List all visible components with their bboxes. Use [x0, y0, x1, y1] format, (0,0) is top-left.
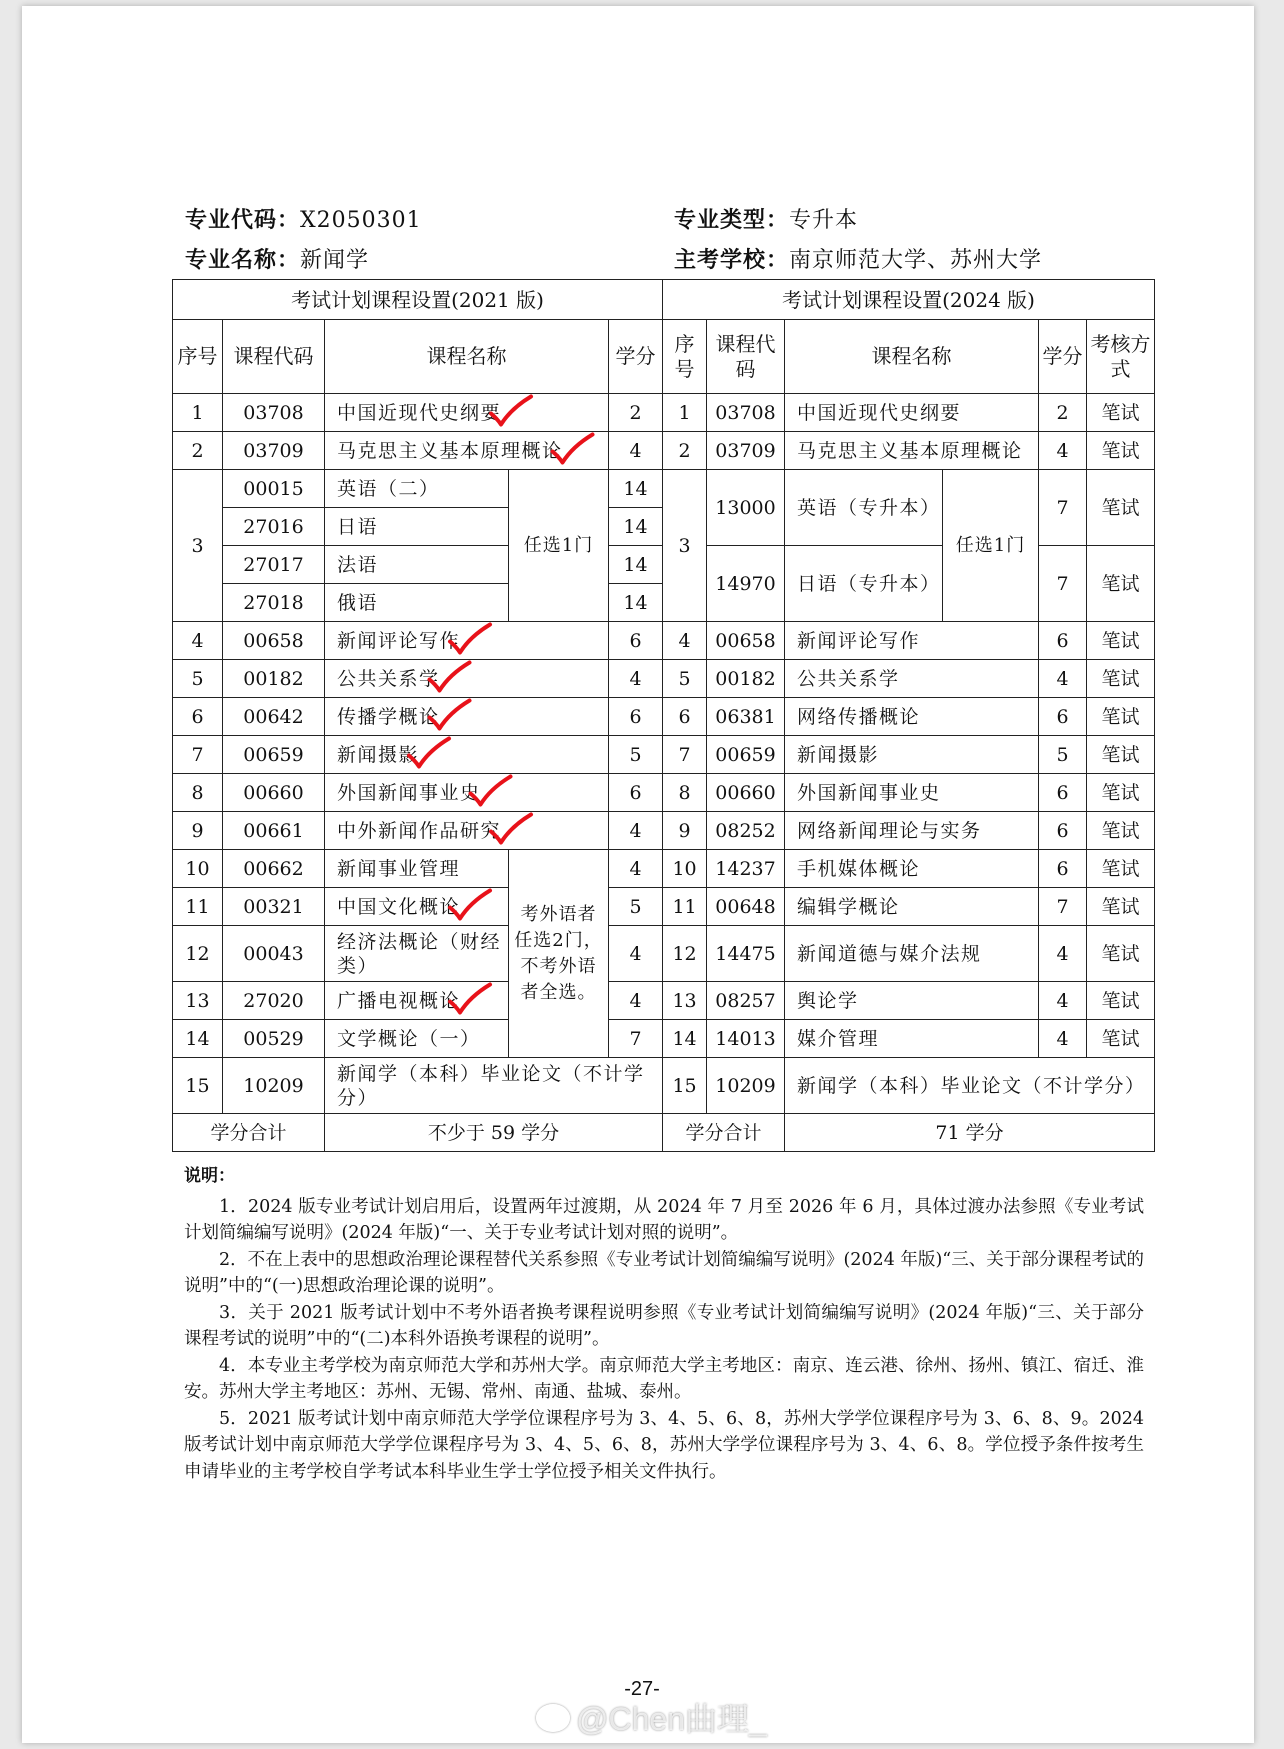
- right-course-name: 英语（专升本）: [785, 470, 943, 546]
- note-item: 4．本专业主考学校为南京师范大学和苏州大学。南京师范大学主考地区：南京、连云港、徐州、扬州、镇江、宿迁、淮安。苏州大学主考地区：苏州、无锡、常州、南通、盐城、泰州。: [184, 1355, 1144, 1402]
- left-course-name: 法语: [325, 546, 509, 584]
- right-code: 00660: [707, 774, 785, 812]
- table-row: [173, 622, 1155, 660]
- major-code: 专业代码：X2050301: [185, 208, 422, 233]
- left-code: 27016: [223, 508, 325, 546]
- right-course-name: 媒介管理: [785, 1020, 1039, 1058]
- right-code: 00659: [707, 736, 785, 774]
- left-credit: 6: [609, 774, 663, 812]
- right-elective-note: 任选1门: [943, 470, 1039, 622]
- right-credit: 4: [1039, 660, 1087, 698]
- left-course-name: 传播学概论: [325, 698, 609, 736]
- left-seq: 12: [173, 926, 223, 982]
- right-credit: 6: [1039, 850, 1087, 888]
- right-credit: 5: [1039, 736, 1087, 774]
- left-seq: 6: [173, 698, 223, 736]
- right-total-value: 71 学分: [785, 1114, 1155, 1152]
- left-code: 10209: [223, 1058, 325, 1114]
- left-seq: 11: [173, 888, 223, 926]
- right-code: 06381: [707, 698, 785, 736]
- right-code: 03709: [707, 432, 785, 470]
- left-seq: 9: [173, 812, 223, 850]
- left-course-name: 新闻摄影: [325, 736, 609, 774]
- right-course-name: 网络新闻理论与实务: [785, 812, 1039, 850]
- left-credit: 4: [609, 660, 663, 698]
- left-course-name: 俄语: [325, 584, 509, 622]
- left-course-name: 新闻评论写作: [325, 622, 609, 660]
- right-code: 14013: [707, 1020, 785, 1058]
- right-credit: 4: [1039, 982, 1087, 1020]
- left-course-name: 新闻学（本科）毕业论文（不计学分）: [325, 1058, 663, 1114]
- note-item: 2．不在上表中的思想政治理论课程替代关系参照《专业考试计划简编编写说明》(2024 年版)“三、关于部分课程考试的说明”中的“(一)思想政治理论课的说明”。: [184, 1249, 1144, 1296]
- right-credit: 6: [1039, 622, 1087, 660]
- right-code: 08252: [707, 812, 785, 850]
- right-course-name: 新闻道德与媒介法规: [785, 926, 1039, 982]
- left-course-name: 文学概论（一）: [325, 1020, 509, 1058]
- left-col-name: 课程名称: [325, 320, 609, 394]
- left-elective-note: 任选1门: [509, 470, 609, 622]
- left-course-name: 日语: [325, 508, 509, 546]
- right-method: 笔试: [1087, 812, 1155, 850]
- right-method: 笔试: [1087, 1020, 1155, 1058]
- table-row: [173, 698, 1155, 736]
- right-col-method: 考核方式: [1087, 320, 1155, 394]
- table-row: [173, 432, 1155, 470]
- left-course-name: 中外新闻作品研究: [325, 812, 609, 850]
- left-credit: 7: [609, 1020, 663, 1058]
- left-code: 00321: [223, 888, 325, 926]
- left-credit: 14: [609, 470, 663, 508]
- right-code: 08257: [707, 982, 785, 1020]
- table-row: [173, 394, 1155, 432]
- right-code: 00182: [707, 660, 785, 698]
- foreign-language-note: 考外语者任选2门，不考外语者全选。: [509, 850, 609, 1058]
- table-row: [173, 470, 1155, 508]
- right-seq: 10: [663, 850, 707, 888]
- right-code: 03708: [707, 394, 785, 432]
- right-seq: 7: [663, 736, 707, 774]
- left-course-name: 广播电视概论: [325, 982, 509, 1020]
- course-plan-table: [172, 279, 1155, 1152]
- right-credit: 7: [1039, 546, 1087, 622]
- left-seq: 7: [173, 736, 223, 774]
- right-course-name: 公共关系学: [785, 660, 1039, 698]
- right-seq: 4: [663, 622, 707, 660]
- right-total-label: 学分合计: [663, 1114, 785, 1152]
- right-code: 00658: [707, 622, 785, 660]
- total-row: [173, 1114, 1155, 1152]
- left-credit: 5: [609, 736, 663, 774]
- left-code: 00659: [223, 736, 325, 774]
- left-code: 03708: [223, 394, 325, 432]
- right-method: 笔试: [1087, 622, 1155, 660]
- left-credit: 4: [609, 432, 663, 470]
- page-number: -27-: [624, 1678, 660, 1700]
- right-credit: 4: [1039, 432, 1087, 470]
- left-code: 27018: [223, 584, 325, 622]
- left-col-code: 课程代码: [223, 320, 325, 394]
- left-seq: 5: [173, 660, 223, 698]
- right-seq: 9: [663, 812, 707, 850]
- right-col-code: 课程代码: [707, 320, 785, 394]
- left-section-title: 考试计划课程设置(2021 版): [173, 280, 663, 320]
- left-seq: 1: [173, 394, 223, 432]
- right-col-name: 课程名称: [785, 320, 1039, 394]
- left-seq: 3: [173, 470, 223, 622]
- notes-section: [184, 1163, 1144, 1485]
- left-code: 00662: [223, 850, 325, 888]
- watermark: [536, 1694, 767, 1740]
- right-code: 13000: [707, 470, 785, 546]
- right-course-name: 外国新闻事业史: [785, 774, 1039, 812]
- right-credit: 6: [1039, 774, 1087, 812]
- left-course-name: 外国新闻事业史: [325, 774, 609, 812]
- right-course-name: 舆论学: [785, 982, 1039, 1020]
- right-seq: 14: [663, 1020, 707, 1058]
- left-credit: 6: [609, 622, 663, 660]
- left-code: 27017: [223, 546, 325, 584]
- table-row: [173, 926, 1155, 982]
- right-method: 笔试: [1087, 850, 1155, 888]
- right-course-name: 中国近现代史纲要: [785, 394, 1039, 432]
- right-method: 笔试: [1087, 926, 1155, 982]
- right-col-seq: 序号: [663, 320, 707, 394]
- left-seq: 14: [173, 1020, 223, 1058]
- left-total-value: 不少于 59 学分: [325, 1114, 663, 1152]
- left-credit: 14: [609, 584, 663, 622]
- right-code: 14970: [707, 546, 785, 622]
- right-method: 笔试: [1087, 660, 1155, 698]
- right-code: 10209: [707, 1058, 785, 1114]
- left-credit: 6: [609, 698, 663, 736]
- table-row: [173, 982, 1155, 1020]
- table-row: [173, 850, 1155, 888]
- right-seq: 15: [663, 1058, 707, 1114]
- table-row: [173, 660, 1155, 698]
- table-row: [173, 1058, 1155, 1114]
- right-course-name: 日语（专升本）: [785, 546, 943, 622]
- right-seq: 12: [663, 926, 707, 982]
- table-row: [173, 736, 1155, 774]
- weibo-icon: [536, 1704, 570, 1732]
- right-seq: 11: [663, 888, 707, 926]
- right-course-name: 新闻摄影: [785, 736, 1039, 774]
- right-course-name: 网络传播概论: [785, 698, 1039, 736]
- left-seq: 15: [173, 1058, 223, 1114]
- left-code: 00182: [223, 660, 325, 698]
- left-course-name: 英语（二）: [325, 470, 509, 508]
- table-row: [173, 888, 1155, 926]
- left-credit: 4: [609, 982, 663, 1020]
- right-method: 笔试: [1087, 982, 1155, 1020]
- right-code: 14237: [707, 850, 785, 888]
- right-credit: 6: [1039, 698, 1087, 736]
- right-seq: 5: [663, 660, 707, 698]
- left-code: 03709: [223, 432, 325, 470]
- right-credit: 6: [1039, 812, 1087, 850]
- table-row: [173, 812, 1155, 850]
- left-credit: 14: [609, 546, 663, 584]
- left-seq: 13: [173, 982, 223, 1020]
- right-seq: 6: [663, 698, 707, 736]
- watermark-text: @Chen曲理_: [576, 1701, 767, 1737]
- left-credit: 4: [609, 926, 663, 982]
- left-course-name: 经济法概论（财经类）: [325, 926, 509, 982]
- left-credit: 4: [609, 812, 663, 850]
- right-method: 笔试: [1087, 546, 1155, 622]
- left-total-label: 学分合计: [173, 1114, 325, 1152]
- right-seq: 8: [663, 774, 707, 812]
- left-credit: 2: [609, 394, 663, 432]
- right-seq: 13: [663, 982, 707, 1020]
- right-credit: 7: [1039, 470, 1087, 546]
- right-seq: 3: [663, 470, 707, 622]
- right-section-title: 考试计划课程设置(2024 版): [663, 280, 1155, 320]
- left-code: 00642: [223, 698, 325, 736]
- right-method: 笔试: [1087, 394, 1155, 432]
- right-course-name: 新闻评论写作: [785, 622, 1039, 660]
- right-method: 笔试: [1087, 470, 1155, 546]
- left-code: 00043: [223, 926, 325, 982]
- left-course-name: 中国文化概论: [325, 888, 509, 926]
- right-code: 00648: [707, 888, 785, 926]
- left-code: 00658: [223, 622, 325, 660]
- main-school: 主考学校：南京师范大学、苏州大学: [674, 248, 1043, 273]
- major-type: 专业类型：专升本: [674, 208, 859, 233]
- left-course-name: 公共关系学: [325, 660, 609, 698]
- left-code: 00015: [223, 470, 325, 508]
- left-col-credit: 学分: [609, 320, 663, 394]
- right-course-name: 马克思主义基本原理概论: [785, 432, 1039, 470]
- note-item: 1．2024 版专业考试计划启用后，设置两年过渡期，从 2024 年 7 月至 2026 年 6 月，具体过渡办法参照《专业考试计划简编编写说明》(2024 年版)“一、关于专业考试计划对照的说明”。: [184, 1196, 1144, 1243]
- left-credit: 4: [609, 850, 663, 888]
- right-credit: 4: [1039, 926, 1087, 982]
- right-course-name: 编辑学概论: [785, 888, 1039, 926]
- left-col-seq: 序号: [173, 320, 223, 394]
- major-name: 专业名称：新闻学: [185, 248, 370, 273]
- right-method: 笔试: [1087, 698, 1155, 736]
- left-course-name: 中国近现代史纲要: [325, 394, 609, 432]
- note-item: 3．关于 2021 版考试计划中不考外语者换考课程说明参照《专业考试计划简编编写说明》(2024 年版)“三、关于部分课程考试的说明”中的“(二)本科外语换考课程的说明”。: [184, 1302, 1144, 1349]
- notes-title: 说明：: [184, 1166, 235, 1186]
- left-code: 00660: [223, 774, 325, 812]
- right-course-name: 手机媒体概论: [785, 850, 1039, 888]
- left-seq: 4: [173, 622, 223, 660]
- left-seq: 2: [173, 432, 223, 470]
- right-method: 笔试: [1087, 888, 1155, 926]
- right-credit: 7: [1039, 888, 1087, 926]
- left-code: 27020: [223, 982, 325, 1020]
- table-row: [173, 774, 1155, 812]
- table-row: [173, 1020, 1155, 1058]
- right-col-credit: 学分: [1039, 320, 1087, 394]
- right-method: 笔试: [1087, 432, 1155, 470]
- left-seq: 8: [173, 774, 223, 812]
- right-seq: 2: [663, 432, 707, 470]
- right-method: 笔试: [1087, 774, 1155, 812]
- left-code: 00661: [223, 812, 325, 850]
- right-credit: 2: [1039, 394, 1087, 432]
- left-course-name: 马克思主义基本原理概论: [325, 432, 609, 470]
- left-course-name: 新闻事业管理: [325, 850, 509, 888]
- left-code: 00529: [223, 1020, 325, 1058]
- right-method: 笔试: [1087, 736, 1155, 774]
- right-course-name: 新闻学（本科）毕业论文（不计学分）: [785, 1058, 1155, 1114]
- right-seq: 1: [663, 394, 707, 432]
- left-credit: 5: [609, 888, 663, 926]
- right-credit: 4: [1039, 1020, 1087, 1058]
- right-code: 14475: [707, 926, 785, 982]
- note-item: 5．2021 版考试计划中南京师范大学学位课程序号为 3、4、5、6、8，苏州大学学位课程序号为 3、6、8、9。2024 版考试计划中南京师范大学学位课程序号为 3、4、5、6、8，苏州大学学位课程序号为 3、4、6、8。学位授予条件按考生申请毕业的主考学校自学考试本科毕业生学士学位授予相关文件执行。: [184, 1408, 1144, 1482]
- left-seq: 10: [173, 850, 223, 888]
- left-credit: 14: [609, 508, 663, 546]
